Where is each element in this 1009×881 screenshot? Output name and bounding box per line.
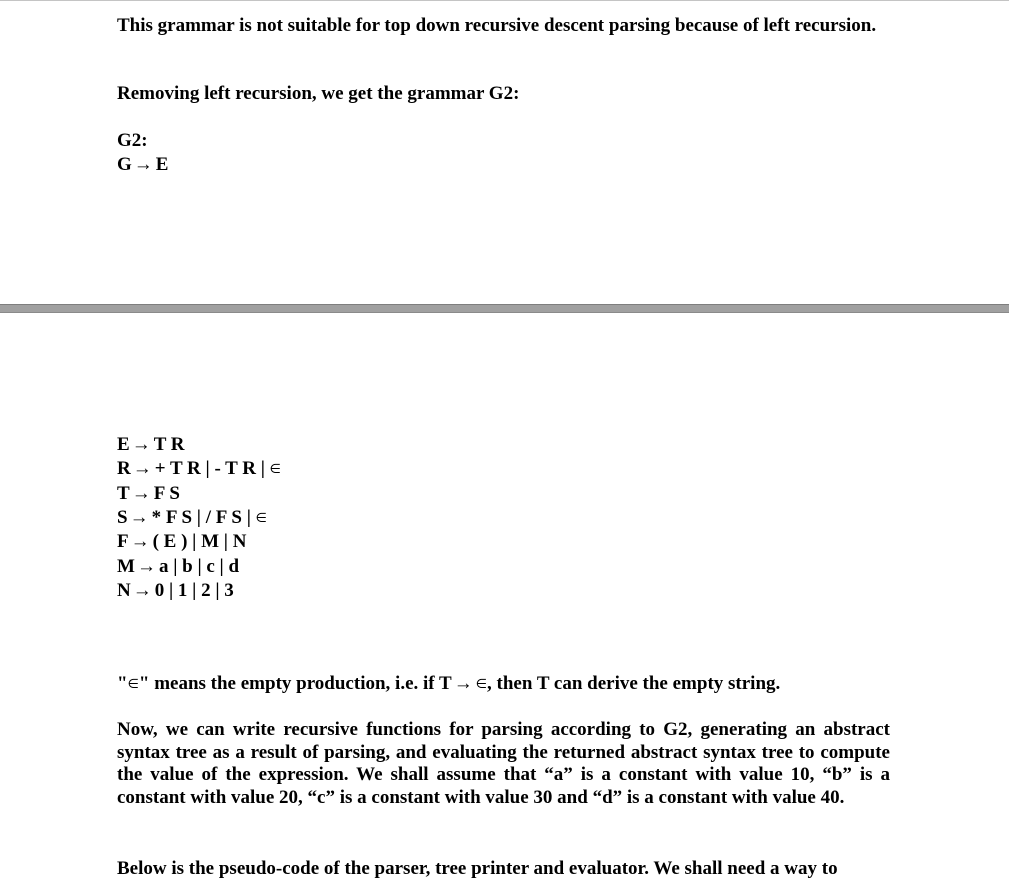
epsilon-icon: ∈ [255,510,267,526]
left-recursion-paragraph: This grammar is not suitable for top down recursive descent parsing because of left recursion. [117,15,877,36]
top-page-border [0,0,1009,1]
grammar-rule [117,483,180,505]
rule-rhs: T R [153,434,185,455]
g2-label: G2: [117,130,148,151]
arrow-icon: → [131,482,151,504]
cut-off-paragraph: Below is the pseudo-code of the parser, tree printer and evaluator. We shall need a way to [117,858,838,879]
rule-g-rhs: E [155,154,169,175]
arrow-icon: → [453,673,473,694]
rule-rhs: * F S | / F S | [151,506,251,528]
rule-lhs: E [117,434,130,455]
rule-lhs: T [117,482,130,504]
epsilon-icon: ∈ [475,677,488,692]
rule-lhs: S [117,506,128,528]
arrow-icon: → [130,531,150,553]
arrow-icon: → [133,154,153,175]
grammar-rule [117,458,281,482]
recursive-functions-paragraph: Now, we can write recursive functions for parsing according to G2, generating an abstract syntax tree as a result of parsing, and evaluating the returned abstract syntax tree to compute the value of the expression. We shall assume that “a” is a constant with value 10, “b” is a constant with value 20, “c” is a constant with value 30 and “d” is a constant with value 40. [117,719,890,809]
rule-lhs: F [117,531,129,553]
rule-rhs: + T R | - T R | [154,458,265,480]
rule-g [117,154,168,176]
page-separator [0,304,1009,313]
rule-g-lhs: G [117,154,132,175]
rule-lhs: M [117,555,135,577]
arrow-icon: → [132,458,152,480]
rule-lhs: R [117,458,131,480]
epsilon-note: "∈" means the empty production, i.e. if T → ∈, then T can derive the empty string. [117,673,781,694]
arrow-icon: → [136,555,156,577]
rule-rhs: F S [153,482,180,504]
arrow-icon: → [131,434,151,455]
grammar-rule [117,580,234,602]
removing-left-recursion-paragraph: Removing left recursion, we get the grammar G2: [117,83,520,104]
rule-rhs: 0 | 1 | 2 | 3 [154,579,234,601]
rule-lhs: N [117,579,131,601]
rule-rhs: ( E ) | M | N [152,531,247,553]
grammar-rule [117,531,246,553]
arrow-icon: → [132,579,152,601]
arrow-icon: → [129,506,149,528]
grammar-rule [117,556,239,578]
epsilon-icon: ∈ [127,677,139,692]
grammar-rule [117,434,185,456]
rule-rhs: a | b | c | d [158,555,240,577]
epsilon-icon: ∈ [269,462,281,478]
grammar-rule [117,507,267,531]
